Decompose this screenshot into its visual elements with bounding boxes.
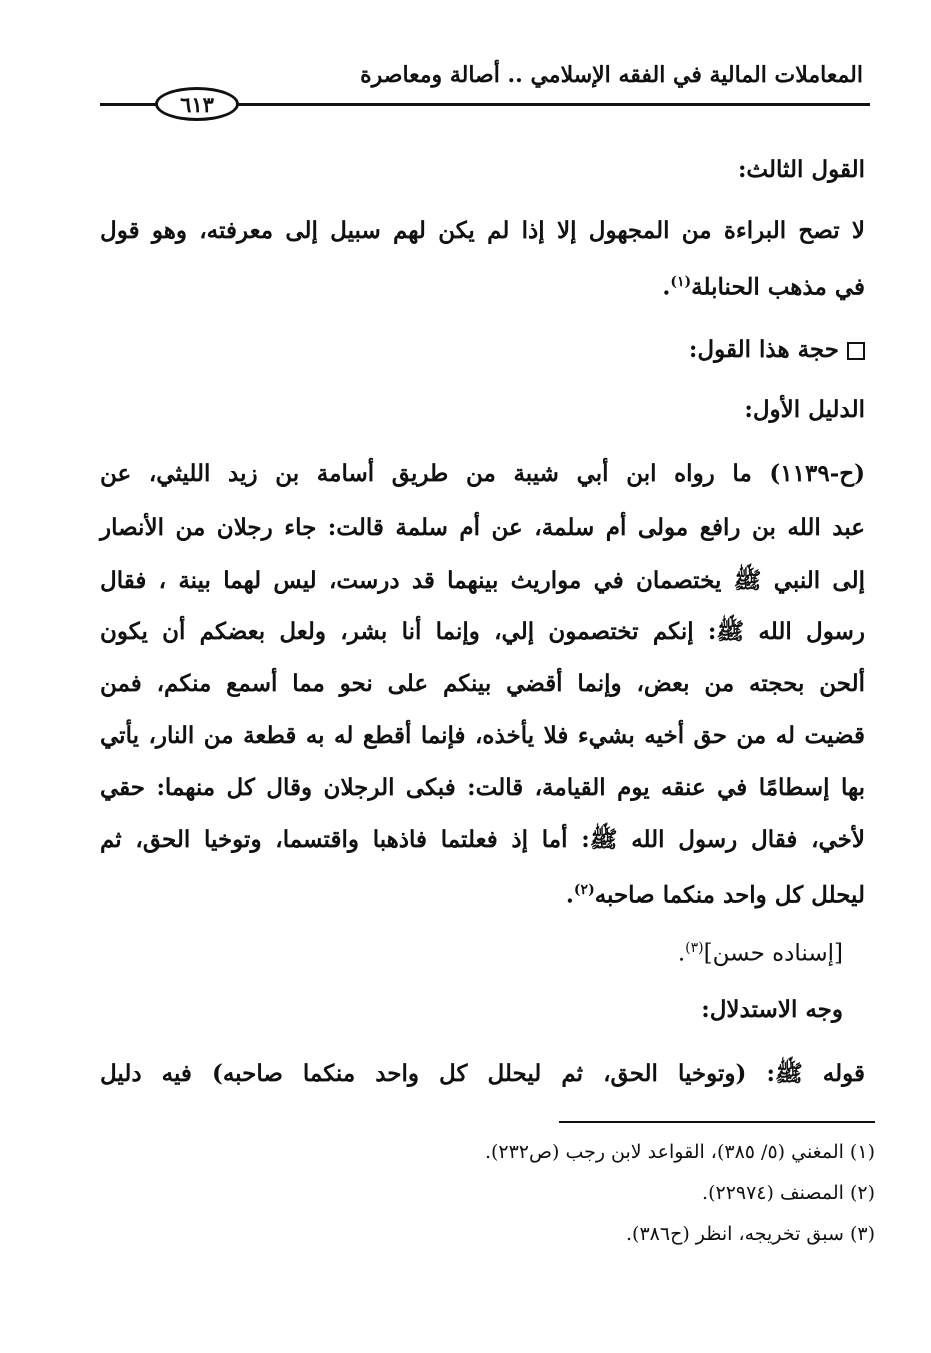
period: . <box>662 273 671 301</box>
period: . <box>677 940 686 967</box>
body-line <box>662 262 865 308</box>
footnote-ref: (١) <box>670 274 692 290</box>
hadith-line: لأخي، فقال رسول الله ﷺ: أما إذ فعلتما فاذهبا واقتسما، وتوخيا الحق، ثم <box>100 826 865 853</box>
evidence-heading-text: حجة هذا القول: <box>688 336 839 363</box>
footnote-item: (٣) سبق تخريجه، انظر (ح٣٨٦). <box>625 1223 875 1245</box>
inference-heading: وجه الاستدلال: <box>701 996 843 1023</box>
body-line-text: في مذهب الحنابلة <box>691 273 865 301</box>
hadith-line: رسول الله ﷺ: إنكم تختصمون إلي، وإنما أنا بشر، ولعل بعضكم أن يكون <box>100 618 865 645</box>
hadith-line: ألحن بحجته من بعض، وإنما أقضي بينكم على نحو مما أسمع منكم، فمن <box>100 670 865 697</box>
hadith-line: بها إسطامًا في عنقه يوم القيامة، قالت: فبكى الرجلان وقال كل منهما: حقي <box>100 774 865 801</box>
evidence-heading <box>689 330 865 370</box>
period: . <box>565 881 574 909</box>
hadith-line: عبد الله بن رافع مولى أم سلمة، عن أم سلمة قالت: جاء رجلان من الأنصار <box>100 514 865 541</box>
isnad-text: [إسناده حسن] <box>703 940 843 967</box>
footnote-ref: (٢) <box>573 882 595 898</box>
isnad-note <box>678 928 843 974</box>
page-number-badge: ٦١٣ <box>155 87 239 121</box>
footnote-item: (١) المغني (٥/ ٣٨٥)، القواعد لابن رجب (ص٢٣٢). <box>484 1141 875 1163</box>
first-proof-heading: الدليل الأول: <box>744 396 865 423</box>
running-header-title: المعاملات المالية في الفقه الإسلامي .. أصالة ومعاصرة <box>360 62 863 88</box>
footnote-item: (٢) المصنف (٢٢٩٧٤). <box>702 1182 875 1204</box>
checkbox-bullet-icon <box>847 342 865 360</box>
hadith-line <box>566 870 865 916</box>
footnote-rule <box>559 1121 875 1123</box>
hadith-line: إلى النبي ﷺ يختصمان في مواريث بينهما قد درست، ليس لهما بينة ، فقال <box>100 567 865 594</box>
hadith-line: قضيت له من حق أخيه بشيء فلا يأخذه، فإنما أقطع له به قطعة من النار، يأتي <box>100 722 865 749</box>
third-opinion-heading: القول الثالث: <box>737 156 865 183</box>
footnote-ref: (٣) <box>685 940 704 956</box>
hadith-line: (ح-١١٣٩) ما رواه ابن أبي شيبة من طريق أسامة بن زيد الليثي، عن <box>100 460 865 487</box>
inference-line: قوله ﷺ: (وتوخيا الحق، ثم ليحلل كل واحد منكما صاحبه) فيه دليل <box>100 1060 865 1087</box>
hadith-line-text: ليحلل كل واحد منكما صاحبه <box>594 881 865 909</box>
body-line: لا تصح البراءة من المجهول إلا إذا لم يكن لهم سبيل إلى معرفته، وهو قول <box>100 217 865 244</box>
